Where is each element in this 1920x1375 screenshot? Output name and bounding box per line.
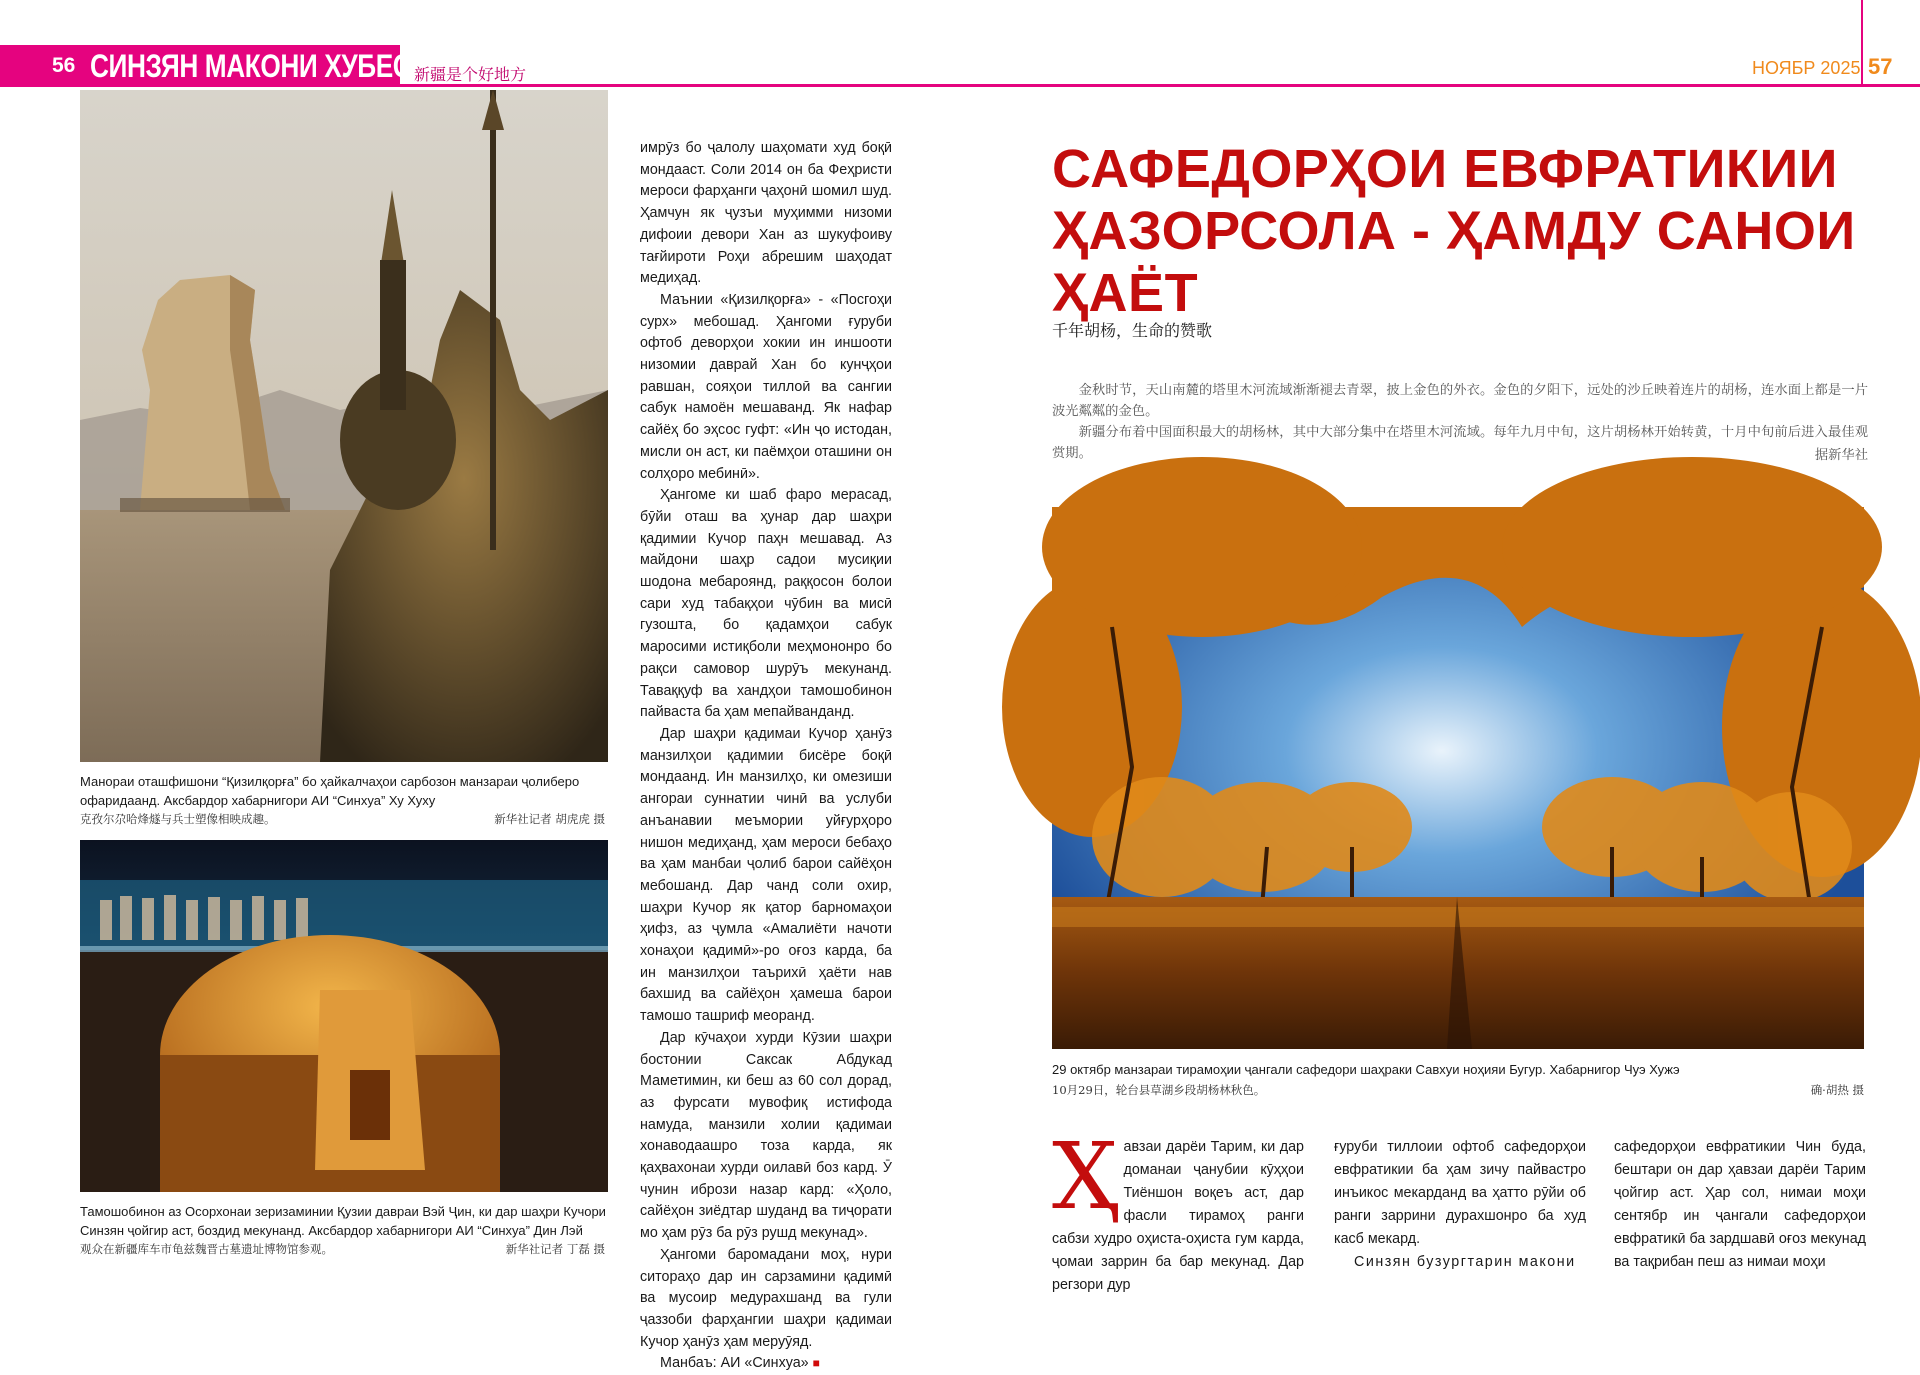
paragraph: Синзян бузургтарин макони xyxy=(1354,1254,1576,1270)
paragraph: Дар кӯчаҳои хурди Кӯзии шаҳри бостонии Саксак Абдукад Маметимин, ки беш аз 60 сол дорад, аз фурсати мувофиқ истифода намуда, манзили холии қадимаи хонаводаашро тоза карда, як қаҳвахонаи хурди оилавӣ боз кард. Ӯ чунин ибрози назар кард: «Ҳоло, сайёҳон зиёдтар шуданд ва тиҷорати мо ҳам рӯз ба рӯз рушд мекунад». xyxy=(640,1029,892,1242)
intro-paragraph: 新疆分布着中国面积最大的胡杨林，其中大部分集中在塔里木河流域。每年九月中旬，这片胡杨林开始转黄，十月中旬前后进入最佳观赏期。 xyxy=(1052,425,1868,461)
header-divider xyxy=(1861,0,1863,87)
paragraph: авзаи дарёи Тарим, ки дар доманаи ҷанубии кӯҳҳои Тиёншон воқеъ аст, дар фасли тирамоҳ ранги сабзи худро оҳиста-оҳиста гум карда, ҷомаи заррин ба бар мекунад. Дар регзори дур xyxy=(1052,1139,1304,1293)
photo1-caption-cn: 克孜尔尕哈烽燧与兵士塑像相映成趣。 xyxy=(80,812,276,826)
intro-paragraph: 金秋时节，天山南麓的塔里木河流域渐渐褪去青翠，披上金色的外衣。金色的夕阳下，远处的沙丘映着连片的胡杨，连水面上都是一片波光粼粼的金色。 xyxy=(1052,383,1868,419)
paragraph: Дар шаҳри қадимаи Кучор ҳанӯз манзилҳои қадимии бисёре боқӣ мондаанд. Ин манзилҳо, ки омезиши ангораи суннатии чинӣ ва услуби анъанавии меъмории уйғурҳоро нишон медиҳанд, ҳам мероси бебаҳо ва ҳам манбаи ҷолиб барои сайёҳон мебошанд. Дар чанд соли охир, шаҳри Кучор як қатор барномаҳои ҳифз, аз ҷумла «Амалиёти начоти хонаҳои қадимӣ»-ро оғоз карда, ба ин манзилҳои таърихӣ ҳаёти нав бахшид ва сайёҳон ҳамеша барои тамошо ташриф меоранд. xyxy=(640,725,892,1025)
photo2-caption-cn: 观众在新疆库车市龟兹魏晋古墓遗址博物馆参观。 xyxy=(80,1242,333,1256)
paragraph: сафедорҳои евфратикии Чин буда, бештари он дар ҳавзаи дарёи Тарим ҷойгир аст. Ҳар сол, нимаи моҳи сентябр ин ҷангали сафедорҳои евфратикӣ ба зардшавӣ оғоз мекунад ва тақрибан пеш аз нимаи моҳи xyxy=(1614,1139,1866,1270)
photo-museum xyxy=(80,840,608,1192)
right-body-column-3 xyxy=(1614,1136,1866,1274)
end-mark-icon: ■ xyxy=(812,1356,820,1371)
magazine-title: СИНЗЯН МАКОНИ ХУБЕСТ xyxy=(90,48,427,84)
right-body-column-2 xyxy=(1334,1136,1586,1274)
paragraph: Маънии «Қизилқорға» - «Посгоҳи сурх» мебошад. Ҳангоми ғуруби офтоб деворҳои хокии ин иншооти низомии даврай Хан бо кунҷҳои равшан, сояҳои тиллоӣ ва сангии сабук намоён мешаванд. Як нафар сайёҳ бо эҳсос гуфт: «Ин ҷо истодан, мисли он аст, ки паёмҳои оташини он солҳоро мебинӣ». xyxy=(640,291,892,482)
paragraph: Ҳангоми баромадани моҳ, нури ситораҳо дар ин сарзамини қадимӣ ва мусоир медурахшанд ва гули ҷаззоби фарҳангии шаҳри қадимаи Кучор ҳанӯз ҳам меруӯяд. xyxy=(640,1246,892,1350)
photo-poplar-forest xyxy=(1052,507,1864,1049)
issue-date: НОЯБР 2025 xyxy=(1752,58,1861,78)
paragraph: ғуруби тиллоии офтоб сафедорҳои евфратикии ба ҳам зичу пайвастро инъикос мекарданд ва ҳатто рӯйи об ранги заррини дурахшонро ба худ касб мекард. xyxy=(1334,1139,1586,1247)
photo-beacon-tower xyxy=(80,90,608,762)
photo2-credit: 新华社记者 丁磊 摄 xyxy=(505,1242,605,1256)
right-body-column-1 xyxy=(1052,1123,1304,1297)
magazine-subtitle-cn: 新疆是个好地方 xyxy=(414,65,527,84)
left-body-column xyxy=(640,138,892,1375)
photo3-caption: 29 октябр манзараи тирамоҳии ҷангали сафедори шаҳраки Савхуи ноҳияи Бугур. Хабарнигор Чуэ Хужэ xyxy=(1052,1062,1680,1077)
article-headline-cn: 千年胡杨，生命的赞歌 xyxy=(1052,321,1213,340)
source-line: Манбаъ: АИ «Синхуа» xyxy=(660,1355,809,1372)
paragraph: имрӯз бо ҷалолу шаҳомати худ боқӣ мондааст. Соли 2014 он ба Феҳристи мероси фарҳанги ҷаҳонӣ шомил шуд. Ҳамчун як ҷузъи муҳимми низоми дифоии девори Хан аз шукуфоиву тағйироти Роҳи абрешим шаҳодат медиҳад. xyxy=(640,140,892,287)
drop-cap: Ҳ xyxy=(1052,1123,1118,1230)
paragraph: Ҳангоме ки шаб фаро мерасад, бӯйи оташ ва ҳунар дар шаҳри қадимии Кучор паҳн мешавад. Аз майдони шаҳр садои мусиқии шодона мебароянд, раққосон болои сари худ табақҳои чӯбин ва мисӣ гузошта, бо қадамҳои сабук маросими истиқболи меҳмононро бо рақси самовор шурӯъ мекунанд. Таваққуф ва хандҳои тамошобинон пайваста ба ҳам мепайванданд. xyxy=(640,487,892,721)
photo3-credit: 确·胡热 摄 xyxy=(1810,1083,1864,1097)
photo2-caption: Тамошобинон аз Осорхонаи зеризаминии Қузии давраи Вэй Ҷин, ки дар шаҳри Кучори Синзян ҷойгир аст, боздид мекунанд. Аксбардор хабарнигори АИ “Синхуа” Дин Лэй xyxy=(80,1204,606,1238)
photo1-credit: 新华社记者 胡虎虎 摄 xyxy=(494,812,605,826)
photo1-caption: Манораи оташфишони “Қизилқорға” бо ҳайкалчаҳои сарбозон манзараи ҷолиберо офаридаанд. Аксбардор хабарнигори АИ “Синхуа” Ху Хуху xyxy=(80,774,580,808)
intro-source-cn: 据新华社 xyxy=(1814,448,1868,463)
page-number-right: 57 xyxy=(1868,54,1893,79)
article-headline: САФЕДОРҲОИ ЕВФРАТИКИИ ҲАЗОРСОЛА - ҲАМДУ САНОИ ҲАЁТ xyxy=(1052,139,1856,323)
photo3-caption-cn: 10月29日，轮台县草湖乡段胡杨林秋色。 xyxy=(1052,1083,1266,1097)
page-number-left: 56 xyxy=(52,54,76,77)
